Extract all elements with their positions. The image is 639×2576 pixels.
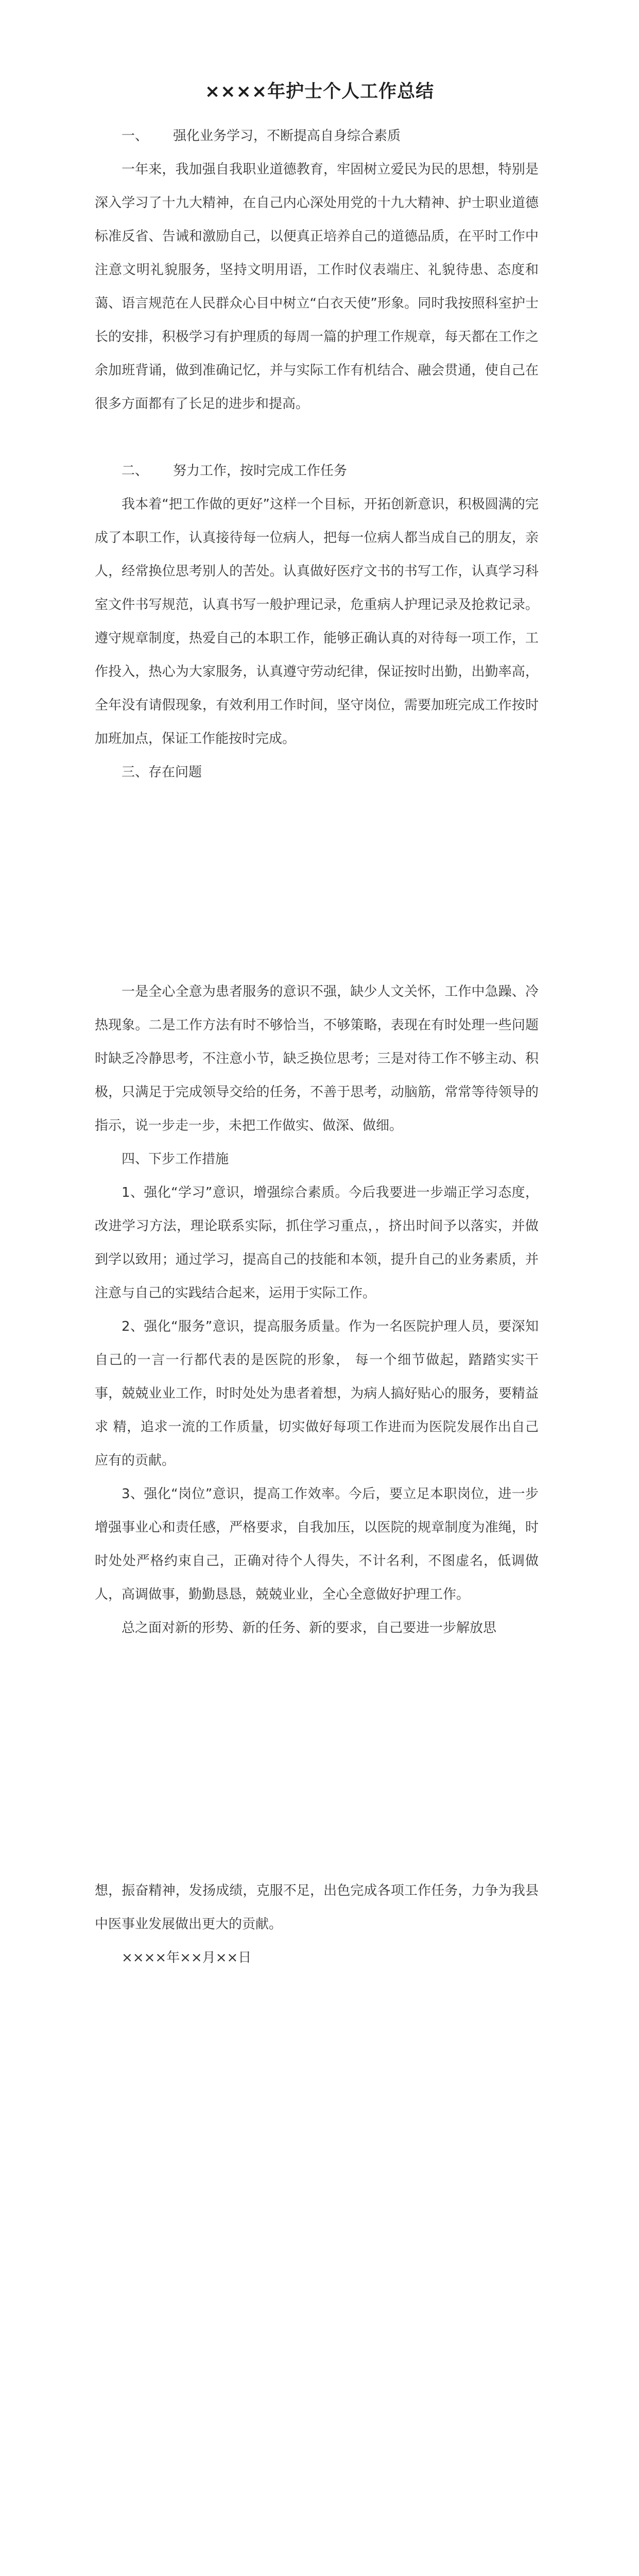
section-heading-1 bbox=[95, 120, 539, 153]
section-1 bbox=[95, 120, 539, 421]
date-line: ××××年××月××日 bbox=[122, 1950, 252, 1965]
paragraph-1: 一年来，我加强自我职业道德教育，牢固树立爱民为民的思想，特别是深入学习了十九大精神，在自己内心深处用党的十九大精神、护士职业道德标准反省、告诫和激励自己，以便真正培养自己的道德品质，在平时工作中注意文明礼貌服务，坚持文明用语，工作时仪表端庄、礼貌待患、态度和蔼、语言规范在人民群众心目中树立“白衣天使”形象。同时我按照科室护士长的安排，积极学习有护理质的每周一篇的护理工作规章，每天都在工作之余加班背诵，做到准确记忆，并与实际工作有机结合、融会贯通，使自己在很多方面都有了长足的进步和提高。 bbox=[95, 162, 539, 412]
section-heading-4: 四、下步工作措施 bbox=[122, 1151, 229, 1167]
paragraph-7-start: 总之面对新的形势、新的任务、新的要求，自己要进一步解放思 bbox=[122, 1620, 497, 1636]
section-heading-1-number: 一、 bbox=[122, 128, 149, 144]
section-3 bbox=[95, 975, 539, 1645]
document-title: ××××年护士个人工作总结 bbox=[204, 81, 435, 102]
paragraph-7-end: 想，振奋精神，发扬成绩，克服不足，出色完成各项工作任务，力争为我县中医事业发展做出更大的贡献。 bbox=[95, 1883, 539, 1932]
paragraph-6: 3、强化“岗位”意识，提高工作效率。今后，要立足本职岗位，进一步增强事业心和责任感，严格要求，自我加压，以医院的规章制度为准绳，时时处处严格约束自己，正确对待个人得失，不计名利，不图虚名，低调做人，高调做事，勤勤恳恳，兢兢业业，全心全意做好护理工作。 bbox=[95, 1486, 539, 1602]
section-heading-1-text: 强化业务学习，不断提高自身综合素质 bbox=[173, 128, 401, 144]
section-2 bbox=[95, 454, 539, 789]
paragraph-3: 一是全心全意为患者服务的意识不强，缺少人文关怀，工作中急躁、冷热现象。二是工作方法有时不够恰当，不够策略，表现在有时处理一些问题时缺乏冷静思考，不注意小节，缺乏换位思考；三是对待工作不够主动、积极，只满足于完成领导交给的任务，不善于思考，动脑筋，常常等待领导的指示，说一步走一步，未把工作做实、做深、做细。 bbox=[95, 984, 539, 1133]
paragraph-2: 我本着“把工作做的更好”这样一个目标，开拓创新意识，积极圆满的完成了本职工作，认真接待每一位病人，把每一位病人都当成自己的朋友，亲人，经常换位思考别人的苦处。认真做好医疗文书的书写工作，认真学习科室文件书写规范，认真书写一般护理记录，危重病人护理记录及抢救记录。遵守规章制度，热爱自己的本职工作，能够正确认真的对待每一项工作，工作投入，热心为大家服务，认真遵守劳动纪律，保证按时出勤，出勤率高，全年没有请假现象，有效利用工作时间，坚守岗位，需要加班完成工作按时加班加点，保证工作能按时完成。 bbox=[95, 497, 539, 747]
section-heading-2 bbox=[95, 454, 539, 488]
section-heading-3: 三、存在问题 bbox=[122, 765, 202, 780]
section-4 bbox=[95, 1874, 539, 1975]
paragraph-4: 1、强化“学习”意识，增强综合素质。今后我要进一步端正学习态度，改进学习方法，理论联系实际，抓住学习重点，，挤出时间予以落实，并做到学以致用；通过学习，提高自己的技能和本领，提升自己的业务素质，并注意与自己的实践结合起来，运用于实际工作。 bbox=[95, 1185, 539, 1301]
section-heading-2-number: 二、 bbox=[122, 463, 149, 479]
paragraph-5: 2、强化“服务”意识，提高服务质量。作为一名医院护理人员，要深知自己的一言一行都代表的是医院的形象， 每一个细节做起，踏踏实实干事，兢兢业业工作，时时处处为患者着想，为病人搞好贴心的服务，要精益求 精，追求一流的工作质量，切实做好每项工作进而为医院发展作出自己应有的贡献。 bbox=[95, 1319, 539, 1468]
section-heading-2-text: 努力工作，按时完成工作任务 bbox=[173, 463, 348, 479]
